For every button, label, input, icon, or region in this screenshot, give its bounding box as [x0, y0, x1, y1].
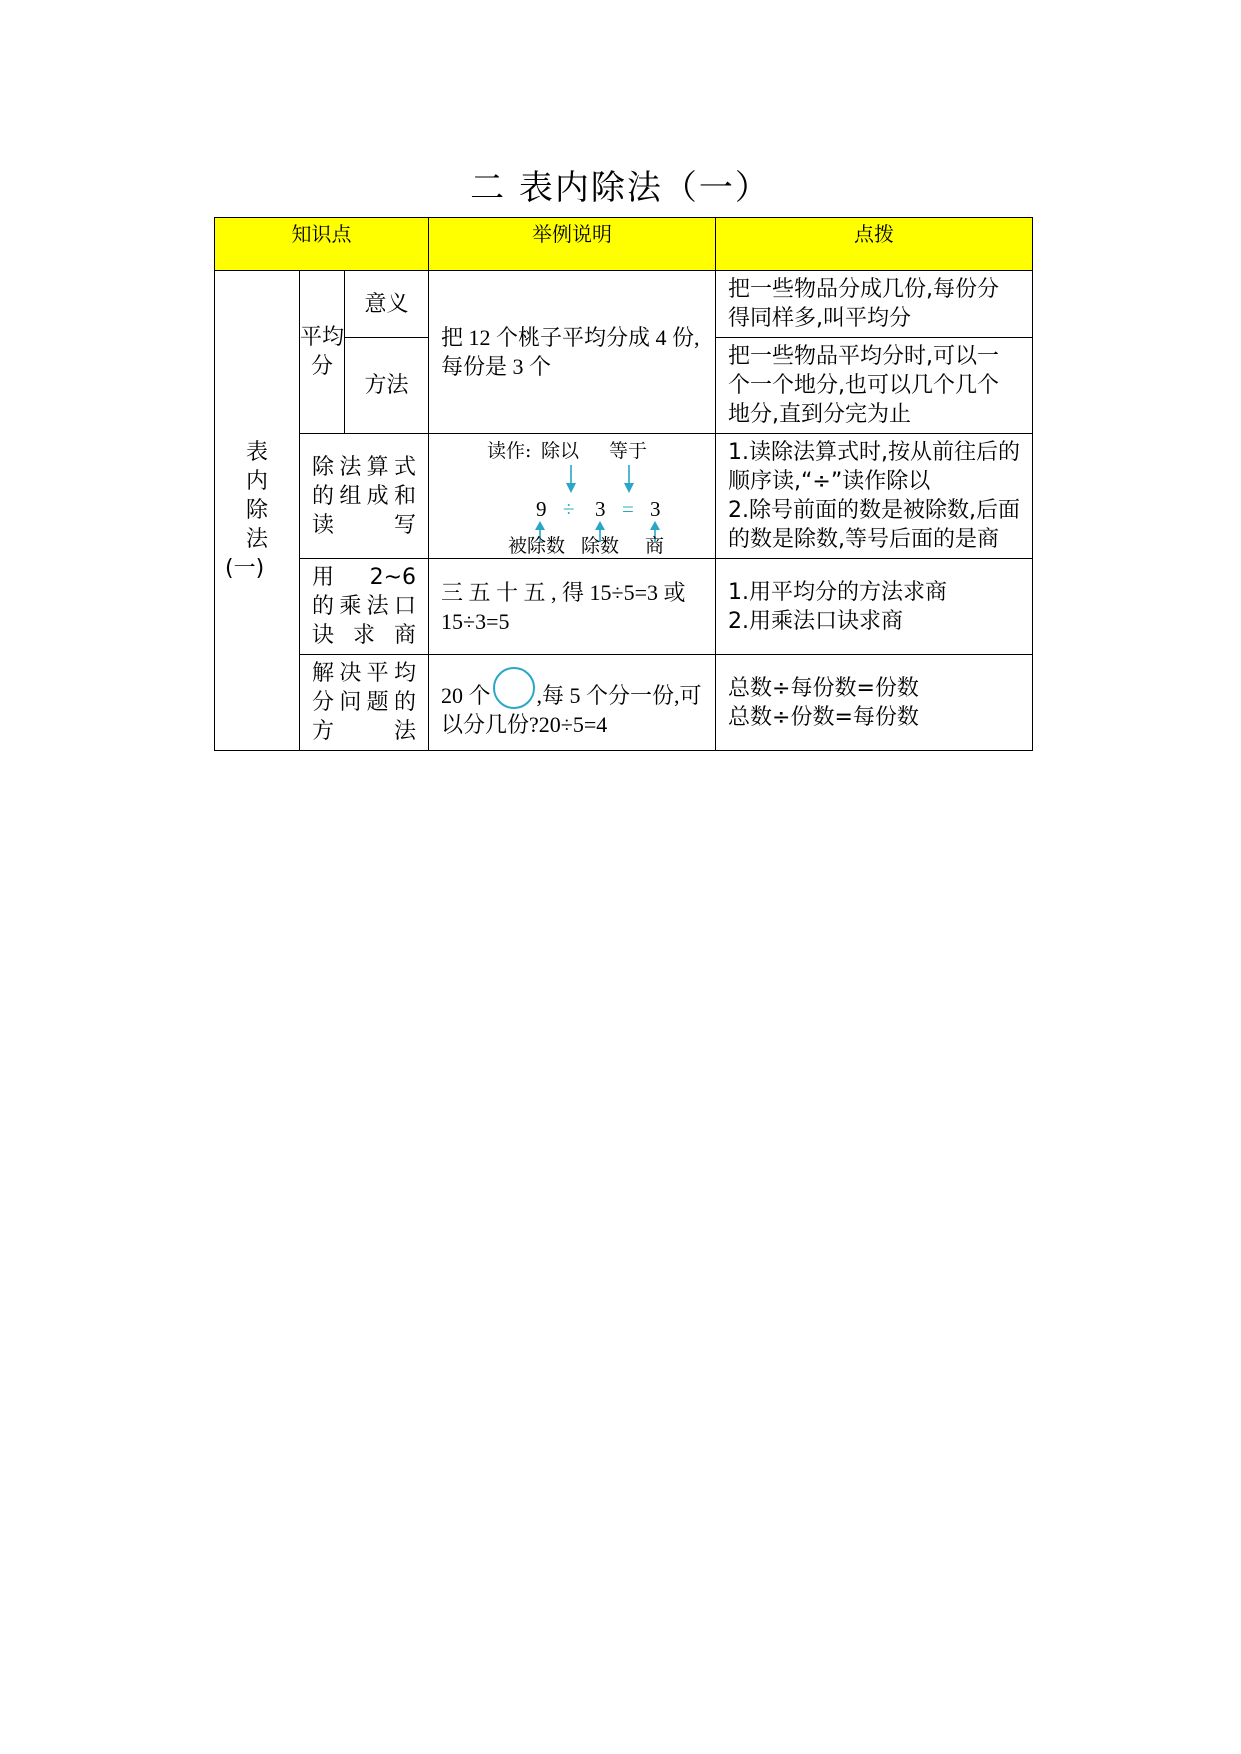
avg-label: 平均 分	[300, 271, 345, 434]
avg-method-tip: 把一些物品平均分时,可以一个一个地分,也可以几个几个地分,直到分完为止	[716, 338, 1033, 434]
read-equal: 等于	[609, 440, 648, 462]
arrow-down-icon	[624, 483, 634, 493]
table-row	[215, 434, 1033, 559]
arrow-down-icon	[566, 483, 576, 493]
header-knowledge: 知识点	[215, 218, 429, 271]
mult-tips: 1.用平均分的方法求商 2.用乘法口诀求商	[716, 559, 1033, 655]
mult-example: 三 五 十 五 , 得 15÷5=3 或 15÷3=5	[429, 559, 716, 655]
read-prefix: 读作:	[487, 440, 532, 462]
table-header-row	[215, 218, 1033, 271]
table-row	[215, 271, 1033, 338]
num-quotient: 3	[650, 497, 661, 521]
avg-meaning-label: 意义	[345, 271, 429, 338]
blank-circle-icon	[493, 667, 535, 709]
header-tip: 点拨	[716, 218, 1033, 271]
read-divide: 除以	[541, 440, 580, 462]
label-divisor: 除数	[581, 535, 620, 555]
avg-method-label: 方法	[345, 338, 429, 434]
avg-meaning-tip: 把一些物品分成几份,每份分得同样多,叫平均分	[716, 271, 1033, 338]
label-quotient: 商	[645, 535, 665, 555]
division-diagram-cell	[429, 434, 716, 559]
mult-label: 用 2~6 的乘法口诀求商	[300, 559, 429, 655]
header-example: 举例说明	[429, 218, 716, 271]
avg-example: 把 12 个桃子平均分成 4 份, 每份是 3 个	[429, 271, 716, 434]
solve-example: 20 个 ,每 5 个分一份,可 以分几份?20÷5=4	[429, 655, 716, 751]
op-divide: ÷	[563, 497, 575, 521]
division-label: 除法算式的组成和读写	[300, 434, 429, 559]
op-equal: =	[622, 497, 634, 521]
solve-label: 解决平均分问题的方法	[300, 655, 429, 751]
division-diagram	[429, 437, 716, 555]
knowledge-table	[214, 217, 1033, 751]
arrow-up-icon	[595, 521, 605, 530]
table-row	[215, 559, 1033, 655]
section-label: 表 内 除 法 (一)	[215, 271, 300, 751]
label-dividend: 被除数	[508, 535, 566, 555]
arrow-up-icon	[535, 521, 545, 530]
num-dividend: 9	[536, 497, 547, 521]
num-divisor: 3	[595, 497, 606, 521]
page-title: 二 表内除法（一）	[470, 168, 771, 208]
arrow-up-icon	[650, 521, 660, 530]
table-row	[215, 655, 1033, 751]
solve-tips: 总数÷每份数=份数 总数÷份数=每份数	[716, 655, 1033, 751]
division-tips: 1.读除法算式时,按从前往后的顺序读,“÷”读作除以 2.除号前面的数是被除数,后面的数是除数,等号后面的是商	[716, 434, 1033, 559]
